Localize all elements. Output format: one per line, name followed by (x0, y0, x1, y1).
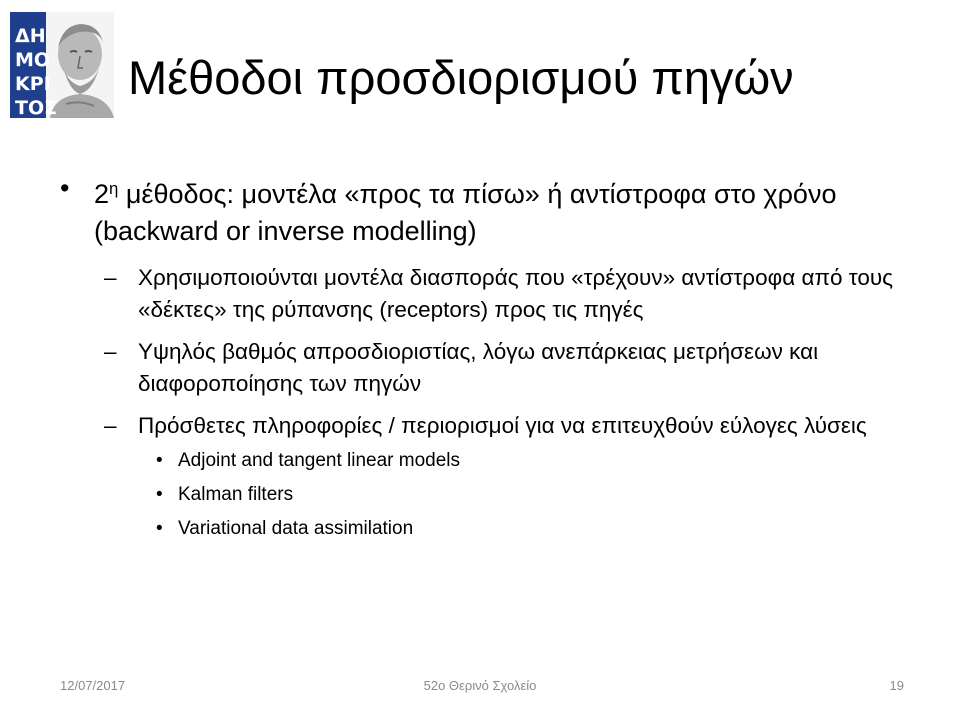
svg-text:ΜΟ: ΜΟ (15, 49, 51, 71)
bullet-text: Kalman filters (178, 484, 294, 506)
bullet-text: Variational data assimilation (178, 518, 414, 540)
bullet-level3 (60, 512, 920, 546)
bullet-marker: • (60, 173, 70, 203)
bullet-level2 (60, 336, 920, 400)
bullet-text: Υψηλός βαθμός απροσδιοριστίας, λόγω ανεπάρκειας μετρήσεων και διαφοροποίησης των πηγών (138, 339, 819, 397)
footer-date: 12/07/2017 (60, 678, 126, 693)
bullet-text: μέθοδος: μοντέλα «προς τα πίσω» ή αντίστροφα στο χρόνο (backward or inverse modelling) (94, 179, 837, 247)
svg-text:ΤΟΣ: ΤΟΣ (15, 97, 58, 118)
dash-marker: – (104, 413, 117, 439)
slide-body (60, 170, 920, 546)
bullet-marker: • (156, 484, 163, 506)
bullet-level3 (60, 478, 920, 512)
bullet-level2 (60, 262, 920, 326)
slide-title: Μέθοδοι προσδιορισμού πηγών (128, 51, 794, 104)
svg-text:ΔΗ: ΔΗ (15, 25, 46, 47)
dash-marker: – (104, 265, 117, 291)
page-number: 19 (889, 678, 904, 693)
bullet-level3 (60, 444, 920, 478)
bullet-level2 (60, 410, 920, 442)
democritus-logo (10, 12, 114, 118)
svg-text:ΚΡΙ: ΚΡΙ (15, 73, 51, 95)
dash-marker: – (104, 339, 117, 365)
bullet-level1 (60, 170, 920, 250)
bullet-text: Πρόσθετες πληροφορίες / περιορισμοί για να επιτευχθούν εύλογες λύσεις (138, 413, 867, 439)
bullet-text: Χρησιμοποιούνται μοντέλα διασποράς που «τρέχουν» αντίστροφα από τους «δέκτες» της ρύπανσης (receptors) προς τις πηγές (138, 265, 893, 323)
bullet-text-start: 2 (94, 179, 110, 210)
bullet-marker: • (156, 450, 163, 472)
footer-title: 52ο Θερινό Σχολείο (423, 678, 537, 693)
bullet-text: Adjoint and tangent linear models (178, 450, 461, 472)
superscript: η (109, 179, 119, 198)
bullet-marker: • (156, 518, 163, 540)
